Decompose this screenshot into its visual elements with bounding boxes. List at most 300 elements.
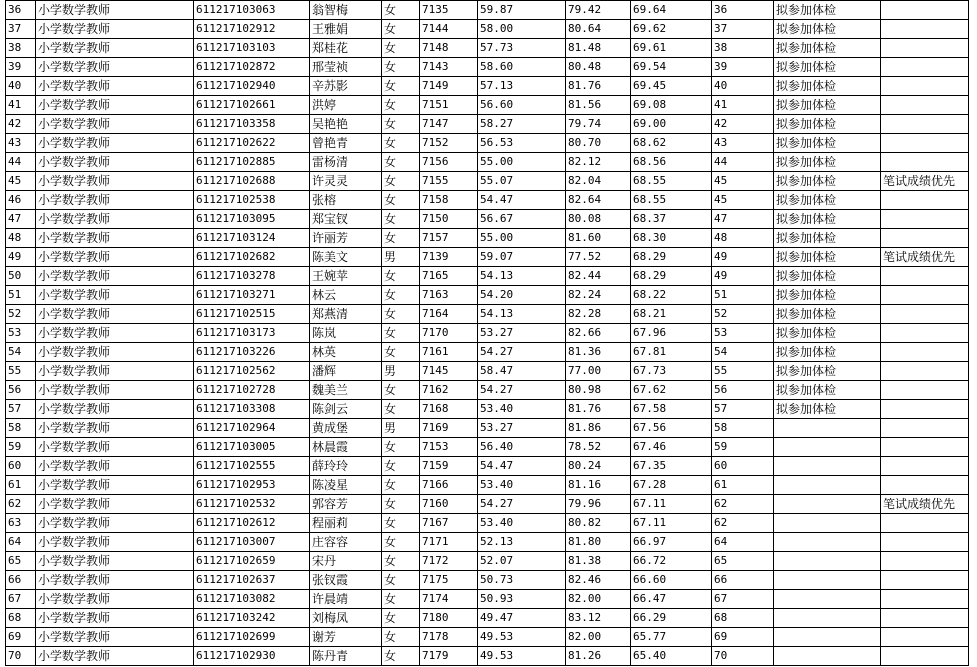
status-cell: 拟参加体检 bbox=[774, 96, 881, 115]
rank-cell: 49 bbox=[6, 248, 36, 267]
ticket-number-cell: 611217103308 bbox=[194, 400, 310, 419]
interview-score-cell: 80.82 bbox=[566, 514, 631, 533]
interview-score-cell: 82.28 bbox=[566, 305, 631, 324]
interview-score-cell: 82.64 bbox=[566, 191, 631, 210]
status-cell bbox=[774, 590, 881, 609]
total-score-cell: 67.56 bbox=[631, 419, 712, 438]
total-score-cell: 67.11 bbox=[631, 495, 712, 514]
written-score-cell: 49.53 bbox=[478, 628, 566, 647]
status-cell bbox=[774, 628, 881, 647]
total-score-cell: 67.81 bbox=[631, 343, 712, 362]
interview-score-cell: 82.46 bbox=[566, 571, 631, 590]
note-cell bbox=[881, 628, 969, 647]
score-table bbox=[5, 0, 969, 666]
status-cell: 拟参加体检 bbox=[774, 324, 881, 343]
note-cell bbox=[881, 191, 969, 210]
rank-cell: 67 bbox=[6, 590, 36, 609]
total-score-cell: 68.37 bbox=[631, 210, 712, 229]
table-row bbox=[6, 305, 969, 324]
rank-cell: 45 bbox=[6, 172, 36, 191]
written-score-cell: 56.67 bbox=[478, 210, 566, 229]
name-cell: 陈凌星 bbox=[310, 476, 382, 495]
ticket-number-cell: 611217102612 bbox=[194, 514, 310, 533]
note-cell: 笔试成绩优先 bbox=[881, 248, 969, 267]
table-row bbox=[6, 438, 969, 457]
name-cell: 宋丹 bbox=[310, 552, 382, 571]
note-cell bbox=[881, 58, 969, 77]
seat-number-cell: 7178 bbox=[420, 628, 478, 647]
rank-cell: 61 bbox=[6, 476, 36, 495]
table-row bbox=[6, 552, 969, 571]
rank-cell: 53 bbox=[6, 324, 36, 343]
position-cell: 小学数学教师 bbox=[36, 495, 194, 514]
final-rank-cell: 36 bbox=[712, 1, 774, 20]
table-row bbox=[6, 39, 969, 58]
ticket-number-cell: 611217102688 bbox=[194, 172, 310, 191]
name-cell: 辛苏影 bbox=[310, 77, 382, 96]
final-rank-cell: 61 bbox=[712, 476, 774, 495]
total-score-cell: 66.72 bbox=[631, 552, 712, 571]
interview-score-cell: 81.56 bbox=[566, 96, 631, 115]
seat-number-cell: 7180 bbox=[420, 609, 478, 628]
seat-number-cell: 7174 bbox=[420, 590, 478, 609]
written-score-cell: 56.60 bbox=[478, 96, 566, 115]
rank-cell: 59 bbox=[6, 438, 36, 457]
rank-cell: 38 bbox=[6, 39, 36, 58]
total-score-cell: 69.61 bbox=[631, 39, 712, 58]
position-cell: 小学数学教师 bbox=[36, 324, 194, 343]
total-score-cell: 68.22 bbox=[631, 286, 712, 305]
status-cell: 拟参加体检 bbox=[774, 305, 881, 324]
rank-cell: 43 bbox=[6, 134, 36, 153]
gender-cell: 女 bbox=[382, 343, 420, 362]
interview-score-cell: 80.98 bbox=[566, 381, 631, 400]
position-cell: 小学数学教师 bbox=[36, 628, 194, 647]
seat-number-cell: 7144 bbox=[420, 20, 478, 39]
position-cell: 小学数学教师 bbox=[36, 96, 194, 115]
position-cell: 小学数学教师 bbox=[36, 229, 194, 248]
gender-cell: 女 bbox=[382, 647, 420, 666]
name-cell: 许灵灵 bbox=[310, 172, 382, 191]
table-row bbox=[6, 571, 969, 590]
total-score-cell: 68.56 bbox=[631, 153, 712, 172]
final-rank-cell: 69 bbox=[712, 628, 774, 647]
final-rank-cell: 39 bbox=[712, 58, 774, 77]
ticket-number-cell: 611217103278 bbox=[194, 267, 310, 286]
seat-number-cell: 7145 bbox=[420, 362, 478, 381]
position-cell: 小学数学教师 bbox=[36, 172, 194, 191]
gender-cell: 女 bbox=[382, 115, 420, 134]
final-rank-cell: 43 bbox=[712, 134, 774, 153]
name-cell: 刘梅凤 bbox=[310, 609, 382, 628]
note-cell bbox=[881, 400, 969, 419]
ticket-number-cell: 611217103226 bbox=[194, 343, 310, 362]
rank-cell: 40 bbox=[6, 77, 36, 96]
total-score-cell: 68.29 bbox=[631, 248, 712, 267]
seat-number-cell: 7159 bbox=[420, 457, 478, 476]
status-cell: 拟参加体检 bbox=[774, 267, 881, 286]
total-score-cell: 69.64 bbox=[631, 1, 712, 20]
gender-cell: 女 bbox=[382, 514, 420, 533]
interview-score-cell: 82.44 bbox=[566, 267, 631, 286]
rank-cell: 68 bbox=[6, 609, 36, 628]
rank-cell: 56 bbox=[6, 381, 36, 400]
total-score-cell: 66.97 bbox=[631, 533, 712, 552]
table-row bbox=[6, 20, 969, 39]
interview-score-cell: 77.00 bbox=[566, 362, 631, 381]
name-cell: 陈岚 bbox=[310, 324, 382, 343]
rank-cell: 52 bbox=[6, 305, 36, 324]
table-row bbox=[6, 324, 969, 343]
total-score-cell: 67.58 bbox=[631, 400, 712, 419]
name-cell: 郭容芳 bbox=[310, 495, 382, 514]
written-score-cell: 58.00 bbox=[478, 20, 566, 39]
rank-cell: 62 bbox=[6, 495, 36, 514]
seat-number-cell: 7166 bbox=[420, 476, 478, 495]
status-cell: 拟参加体检 bbox=[774, 381, 881, 400]
name-cell: 张钗霞 bbox=[310, 571, 382, 590]
written-score-cell: 58.60 bbox=[478, 58, 566, 77]
note-cell bbox=[881, 210, 969, 229]
name-cell: 吴艳艳 bbox=[310, 115, 382, 134]
ticket-number-cell: 611217103095 bbox=[194, 210, 310, 229]
ticket-number-cell: 611217103063 bbox=[194, 1, 310, 20]
gender-cell: 女 bbox=[382, 58, 420, 77]
name-cell: 林云 bbox=[310, 286, 382, 305]
rank-cell: 65 bbox=[6, 552, 36, 571]
interview-score-cell: 81.80 bbox=[566, 533, 631, 552]
interview-score-cell: 80.24 bbox=[566, 457, 631, 476]
seat-number-cell: 7148 bbox=[420, 39, 478, 58]
seat-number-cell: 7168 bbox=[420, 400, 478, 419]
interview-score-cell: 80.70 bbox=[566, 134, 631, 153]
ticket-number-cell: 611217102953 bbox=[194, 476, 310, 495]
gender-cell: 女 bbox=[382, 96, 420, 115]
table-row bbox=[6, 495, 969, 514]
position-cell: 小学数学教师 bbox=[36, 514, 194, 533]
rank-cell: 50 bbox=[6, 267, 36, 286]
name-cell: 郑燕清 bbox=[310, 305, 382, 324]
written-score-cell: 56.40 bbox=[478, 438, 566, 457]
rank-cell: 55 bbox=[6, 362, 36, 381]
name-cell: 潘辉 bbox=[310, 362, 382, 381]
name-cell: 庄容容 bbox=[310, 533, 382, 552]
table-row bbox=[6, 77, 969, 96]
written-score-cell: 56.53 bbox=[478, 134, 566, 153]
table-row bbox=[6, 628, 969, 647]
name-cell: 陈美文 bbox=[310, 248, 382, 267]
status-cell bbox=[774, 495, 881, 514]
name-cell: 林英 bbox=[310, 343, 382, 362]
ticket-number-cell: 611217103358 bbox=[194, 115, 310, 134]
final-rank-cell: 45 bbox=[712, 172, 774, 191]
ticket-number-cell: 611217102885 bbox=[194, 153, 310, 172]
written-score-cell: 54.13 bbox=[478, 305, 566, 324]
rank-cell: 39 bbox=[6, 58, 36, 77]
ticket-number-cell: 611217102912 bbox=[194, 20, 310, 39]
written-score-cell: 58.47 bbox=[478, 362, 566, 381]
final-rank-cell: 54 bbox=[712, 343, 774, 362]
table-row bbox=[6, 153, 969, 172]
written-score-cell: 50.73 bbox=[478, 571, 566, 590]
position-cell: 小学数学教师 bbox=[36, 134, 194, 153]
total-score-cell: 69.00 bbox=[631, 115, 712, 134]
gender-cell: 男 bbox=[382, 419, 420, 438]
position-cell: 小学数学教师 bbox=[36, 153, 194, 172]
table-row bbox=[6, 533, 969, 552]
rank-cell: 41 bbox=[6, 96, 36, 115]
interview-score-cell: 79.42 bbox=[566, 1, 631, 20]
note-cell bbox=[881, 267, 969, 286]
written-score-cell: 54.20 bbox=[478, 286, 566, 305]
ticket-number-cell: 611217103124 bbox=[194, 229, 310, 248]
note-cell bbox=[881, 343, 969, 362]
total-score-cell: 67.62 bbox=[631, 381, 712, 400]
position-cell: 小学数学教师 bbox=[36, 590, 194, 609]
interview-score-cell: 80.48 bbox=[566, 58, 631, 77]
written-score-cell: 53.40 bbox=[478, 514, 566, 533]
position-cell: 小学数学教师 bbox=[36, 77, 194, 96]
position-cell: 小学数学教师 bbox=[36, 419, 194, 438]
name-cell: 薛玲玲 bbox=[310, 457, 382, 476]
ticket-number-cell: 611217103103 bbox=[194, 39, 310, 58]
ticket-number-cell: 611217102538 bbox=[194, 191, 310, 210]
seat-number-cell: 7170 bbox=[420, 324, 478, 343]
rank-cell: 70 bbox=[6, 647, 36, 666]
seat-number-cell: 7147 bbox=[420, 115, 478, 134]
seat-number-cell: 7165 bbox=[420, 267, 478, 286]
note-cell bbox=[881, 381, 969, 400]
status-cell bbox=[774, 438, 881, 457]
written-score-cell: 58.27 bbox=[478, 115, 566, 134]
gender-cell: 女 bbox=[382, 286, 420, 305]
note-cell bbox=[881, 533, 969, 552]
written-score-cell: 59.07 bbox=[478, 248, 566, 267]
ticket-number-cell: 611217103242 bbox=[194, 609, 310, 628]
interview-score-cell: 82.00 bbox=[566, 628, 631, 647]
final-rank-cell: 49 bbox=[712, 267, 774, 286]
interview-score-cell: 81.26 bbox=[566, 647, 631, 666]
note-cell bbox=[881, 590, 969, 609]
final-rank-cell: 45 bbox=[712, 191, 774, 210]
status-cell: 拟参加体检 bbox=[774, 286, 881, 305]
ticket-number-cell: 611217102964 bbox=[194, 419, 310, 438]
table-row bbox=[6, 172, 969, 191]
rank-cell: 51 bbox=[6, 286, 36, 305]
total-score-cell: 68.55 bbox=[631, 191, 712, 210]
gender-cell: 女 bbox=[382, 1, 420, 20]
table-row bbox=[6, 362, 969, 381]
name-cell: 魏美兰 bbox=[310, 381, 382, 400]
status-cell bbox=[774, 514, 881, 533]
table-row bbox=[6, 419, 969, 438]
status-cell bbox=[774, 647, 881, 666]
table-row bbox=[6, 381, 969, 400]
ticket-number-cell: 611217103271 bbox=[194, 286, 310, 305]
total-score-cell: 68.62 bbox=[631, 134, 712, 153]
total-score-cell: 69.54 bbox=[631, 58, 712, 77]
interview-score-cell: 77.52 bbox=[566, 248, 631, 267]
interview-score-cell: 82.24 bbox=[566, 286, 631, 305]
table-row bbox=[6, 457, 969, 476]
table-row bbox=[6, 210, 969, 229]
interview-score-cell: 82.66 bbox=[566, 324, 631, 343]
position-cell: 小学数学教师 bbox=[36, 1, 194, 20]
note-cell bbox=[881, 229, 969, 248]
final-rank-cell: 58 bbox=[712, 419, 774, 438]
written-score-cell: 54.27 bbox=[478, 343, 566, 362]
status-cell bbox=[774, 419, 881, 438]
final-rank-cell: 57 bbox=[712, 400, 774, 419]
final-rank-cell: 42 bbox=[712, 115, 774, 134]
final-rank-cell: 53 bbox=[712, 324, 774, 343]
status-cell bbox=[774, 571, 881, 590]
interview-score-cell: 82.00 bbox=[566, 590, 631, 609]
rank-cell: 37 bbox=[6, 20, 36, 39]
seat-number-cell: 7149 bbox=[420, 77, 478, 96]
rank-cell: 46 bbox=[6, 191, 36, 210]
total-score-cell: 69.62 bbox=[631, 20, 712, 39]
gender-cell: 男 bbox=[382, 248, 420, 267]
note-cell bbox=[881, 39, 969, 58]
written-score-cell: 55.07 bbox=[478, 172, 566, 191]
status-cell: 拟参加体检 bbox=[774, 343, 881, 362]
gender-cell: 女 bbox=[382, 267, 420, 286]
seat-number-cell: 7155 bbox=[420, 172, 478, 191]
name-cell: 邢莹祯 bbox=[310, 58, 382, 77]
written-score-cell: 52.07 bbox=[478, 552, 566, 571]
name-cell: 黄成堡 bbox=[310, 419, 382, 438]
gender-cell: 女 bbox=[382, 495, 420, 514]
rank-cell: 66 bbox=[6, 571, 36, 590]
name-cell: 王婉苹 bbox=[310, 267, 382, 286]
status-cell: 拟参加体检 bbox=[774, 172, 881, 191]
ticket-number-cell: 611217102940 bbox=[194, 77, 310, 96]
note-cell: 笔试成绩优先 bbox=[881, 495, 969, 514]
seat-number-cell: 7135 bbox=[420, 1, 478, 20]
gender-cell: 女 bbox=[382, 457, 420, 476]
total-score-cell: 67.73 bbox=[631, 362, 712, 381]
gender-cell: 女 bbox=[382, 400, 420, 419]
position-cell: 小学数学教师 bbox=[36, 191, 194, 210]
ticket-number-cell: 611217102562 bbox=[194, 362, 310, 381]
table-row bbox=[6, 58, 969, 77]
final-rank-cell: 49 bbox=[712, 248, 774, 267]
note-cell bbox=[881, 77, 969, 96]
gender-cell: 女 bbox=[382, 77, 420, 96]
written-score-cell: 53.27 bbox=[478, 419, 566, 438]
status-cell: 拟参加体检 bbox=[774, 229, 881, 248]
total-score-cell: 68.29 bbox=[631, 267, 712, 286]
gender-cell: 女 bbox=[382, 628, 420, 647]
rank-cell: 47 bbox=[6, 210, 36, 229]
ticket-number-cell: 611217103005 bbox=[194, 438, 310, 457]
table-row bbox=[6, 191, 969, 210]
status-cell: 拟参加体检 bbox=[774, 134, 881, 153]
seat-number-cell: 7179 bbox=[420, 647, 478, 666]
position-cell: 小学数学教师 bbox=[36, 647, 194, 666]
position-cell: 小学数学教师 bbox=[36, 58, 194, 77]
seat-number-cell: 7175 bbox=[420, 571, 478, 590]
note-cell bbox=[881, 134, 969, 153]
name-cell: 陈丹青 bbox=[310, 647, 382, 666]
position-cell: 小学数学教师 bbox=[36, 571, 194, 590]
final-rank-cell: 48 bbox=[712, 229, 774, 248]
note-cell bbox=[881, 552, 969, 571]
position-cell: 小学数学教师 bbox=[36, 305, 194, 324]
note-cell bbox=[881, 571, 969, 590]
name-cell: 张榕 bbox=[310, 191, 382, 210]
table-row bbox=[6, 647, 969, 666]
gender-cell: 女 bbox=[382, 305, 420, 324]
status-cell bbox=[774, 476, 881, 495]
name-cell: 许丽芳 bbox=[310, 229, 382, 248]
total-score-cell: 66.29 bbox=[631, 609, 712, 628]
gender-cell: 女 bbox=[382, 381, 420, 400]
name-cell: 林晨霞 bbox=[310, 438, 382, 457]
seat-number-cell: 7152 bbox=[420, 134, 478, 153]
written-score-cell: 53.40 bbox=[478, 476, 566, 495]
interview-score-cell: 81.76 bbox=[566, 77, 631, 96]
gender-cell: 女 bbox=[382, 153, 420, 172]
note-cell bbox=[881, 362, 969, 381]
final-rank-cell: 52 bbox=[712, 305, 774, 324]
seat-number-cell: 7157 bbox=[420, 229, 478, 248]
final-rank-cell: 38 bbox=[712, 39, 774, 58]
position-cell: 小学数学教师 bbox=[36, 552, 194, 571]
gender-cell: 女 bbox=[382, 552, 420, 571]
gender-cell: 女 bbox=[382, 172, 420, 191]
name-cell: 郑桂花 bbox=[310, 39, 382, 58]
final-rank-cell: 40 bbox=[712, 77, 774, 96]
name-cell: 郑宝钗 bbox=[310, 210, 382, 229]
ticket-number-cell: 611217102930 bbox=[194, 647, 310, 666]
written-score-cell: 50.93 bbox=[478, 590, 566, 609]
gender-cell: 女 bbox=[382, 476, 420, 495]
table-row bbox=[6, 476, 969, 495]
final-rank-cell: 37 bbox=[712, 20, 774, 39]
interview-score-cell: 78.52 bbox=[566, 438, 631, 457]
status-cell bbox=[774, 457, 881, 476]
seat-number-cell: 7158 bbox=[420, 191, 478, 210]
seat-number-cell: 7162 bbox=[420, 381, 478, 400]
rank-cell: 44 bbox=[6, 153, 36, 172]
written-score-cell: 53.40 bbox=[478, 400, 566, 419]
note-cell bbox=[881, 419, 969, 438]
name-cell: 翁智梅 bbox=[310, 1, 382, 20]
interview-score-cell: 81.48 bbox=[566, 39, 631, 58]
table-row bbox=[6, 286, 969, 305]
table-row bbox=[6, 134, 969, 153]
ticket-number-cell: 611217102515 bbox=[194, 305, 310, 324]
ticket-number-cell: 611217103173 bbox=[194, 324, 310, 343]
final-rank-cell: 55 bbox=[712, 362, 774, 381]
interview-score-cell: 79.74 bbox=[566, 115, 631, 134]
interview-score-cell: 81.76 bbox=[566, 400, 631, 419]
seat-number-cell: 7139 bbox=[420, 248, 478, 267]
note-cell bbox=[881, 20, 969, 39]
ticket-number-cell: 611217102622 bbox=[194, 134, 310, 153]
status-cell: 拟参加体检 bbox=[774, 77, 881, 96]
gender-cell: 女 bbox=[382, 324, 420, 343]
table-row bbox=[6, 96, 969, 115]
interview-score-cell: 80.08 bbox=[566, 210, 631, 229]
name-cell: 洪婷 bbox=[310, 96, 382, 115]
gender-cell: 女 bbox=[382, 191, 420, 210]
gender-cell: 女 bbox=[382, 229, 420, 248]
status-cell: 拟参加体检 bbox=[774, 362, 881, 381]
final-rank-cell: 65 bbox=[712, 552, 774, 571]
